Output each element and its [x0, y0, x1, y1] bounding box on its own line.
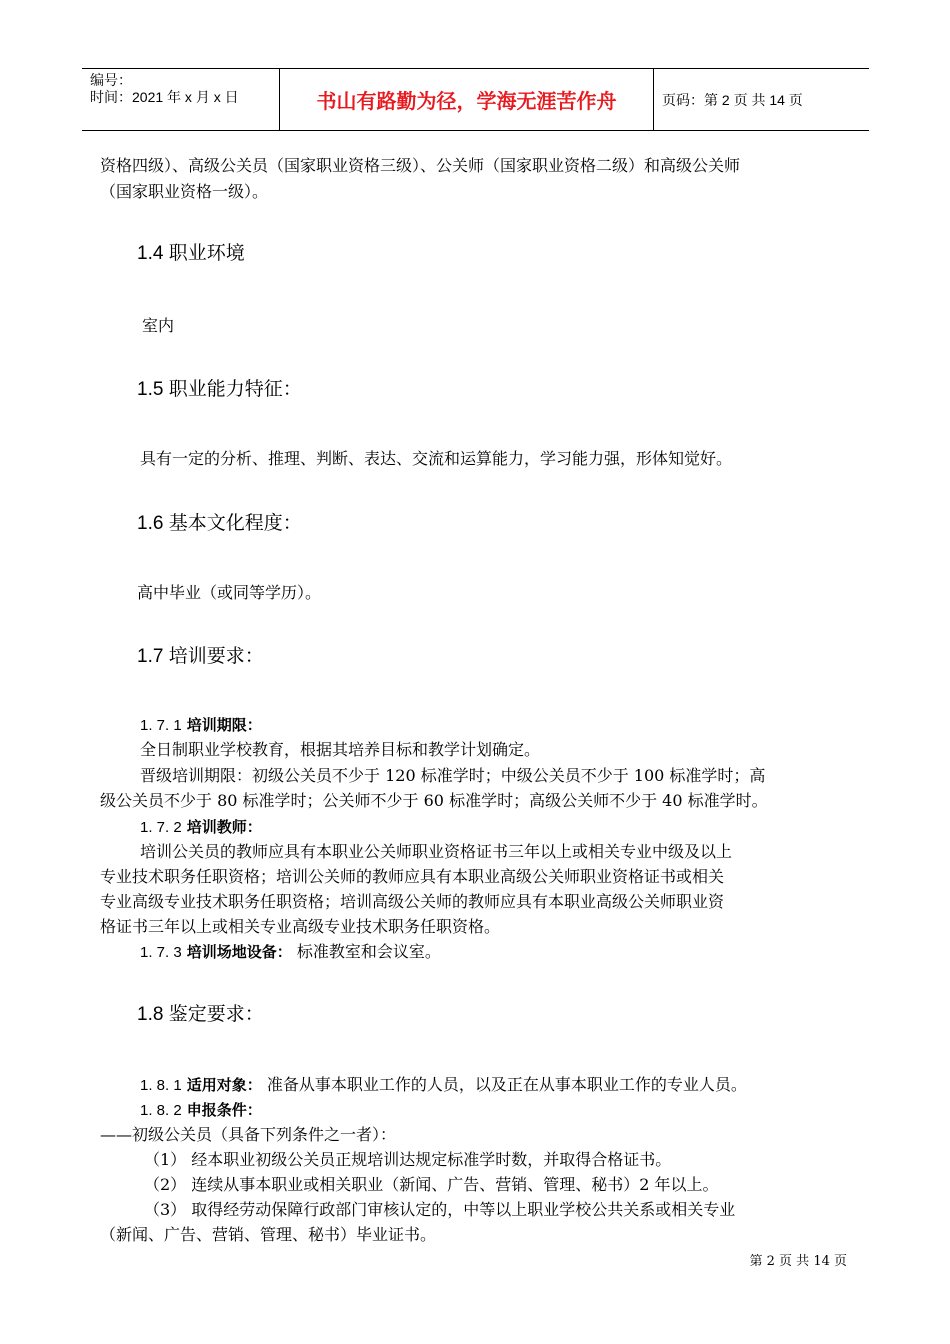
subsection-label: 培训教师： [186, 818, 262, 836]
subsection-1-7-3 [140, 940, 441, 965]
section-1-6-title: 1.6 基本文化程度： [137, 513, 302, 534]
paragraph-line: 格证书三年以上或相关专业高级专业技术职务任职资格。 [100, 917, 501, 936]
subsection-label: 申报条件： [186, 1101, 262, 1119]
paragraph-line: 全日制职业学校教育，根据其培养目标和教学计划确定。 [140, 740, 541, 759]
time-label: 时间：2021 年 x 月 x 日 [90, 89, 239, 105]
header-page-label: 页码：第 2 页 共 14 页 [662, 91, 803, 108]
subsection-text: 标准教室和会议室。 [296, 942, 441, 961]
subsection-number: 1. 7. 1 [140, 717, 182, 734]
intro-line-2: （国家职业资格一级）。 [100, 182, 269, 201]
subsection-1-8-2 [140, 1098, 262, 1123]
section-1-5-text: 具有一定的分析、推理、判断、表达、交流和运算能力，学习能力强，形体知觉好。 [140, 449, 733, 468]
condition-3-line-2: （新闻、广告、营销、管理、秘书）毕业证书。 [100, 1225, 437, 1244]
page-footer: 第 2 页 共 14 页 [749, 1254, 847, 1269]
paragraph-line: 晋级培训期限：初级公关员不少于 120 标准学时；中级公关员不少于 100 标准学时；高 [140, 766, 766, 785]
condition-2: （2） 连续从事本职业或相关职业（新闻、广告、营销、管理、秘书）2 年以上。 [144, 1175, 719, 1194]
section-1-6-text: 高中毕业（或同等学历）。 [137, 583, 322, 602]
paragraph-line: 专业技术职务任职资格；培训公关师的教师应具有本职业高级公关师职业资格证书或相关 [100, 867, 725, 886]
paragraph-line: 级公关员不少于 80 标准学时；公关师不少于 60 标准学时；高级公关师不少于 40 标准学时。 [100, 791, 768, 810]
header-meta [82, 69, 280, 130]
intro-line-1: 资格四级）、高级公关员（国家职业资格三级）、公关师（国家职业资格二级）和高级公关师 [100, 156, 741, 175]
header-motto: 书山有路勤为径，学海无涯苦作舟 [280, 69, 654, 130]
subsection-1-7-2 [140, 815, 262, 840]
number-label: 编号： [90, 72, 132, 88]
section-1-7-title: 1.7 培训要求： [137, 646, 264, 667]
subsection-1-8-1 [140, 1073, 747, 1098]
subsection-number: 1. 7. 2 [140, 819, 182, 836]
condition-3-line-1: （3） 取得经劳动保障行政部门审核认定的，中等以上职业学校公共关系或相关专业 [144, 1200, 736, 1219]
section-1-4-title: 1.4 职业环境 [137, 243, 245, 264]
subsection-number: 1. 7. 3 [140, 944, 182, 961]
subsection-label: 培训场地设备： [186, 943, 292, 961]
page-header [82, 68, 869, 131]
section-1-4-text: 室内 [142, 316, 175, 335]
junior-title: ——初级公关员（具备下列条件之一者）： [100, 1125, 397, 1144]
subsection-label: 培训期限： [186, 716, 262, 734]
subsection-number: 1. 8. 2 [140, 1102, 182, 1119]
section-1-8-title: 1.8 鉴定要求： [137, 1004, 264, 1025]
condition-1: （1） 经本职业初级公关员正规培训达规定标准学时数，并取得合格证书。 [144, 1150, 672, 1169]
paragraph-line: 培训公关员的教师应具有本职业公关师职业资格证书三年以上或相关专业中级及以上 [140, 842, 733, 861]
section-1-5-title: 1.5 职业能力特征： [137, 379, 302, 400]
paragraph-line: 专业高级专业技术职务任职资格；培训高级公关师的教师应具有本职业高级公关师职业资 [100, 892, 725, 911]
subsection-label: 适用对象： [186, 1076, 262, 1094]
subsection-1-7-1 [140, 713, 262, 738]
subsection-text: 准备从事本职业工作的人员，以及正在从事本职业工作的专业人员。 [266, 1075, 747, 1094]
subsection-number: 1. 8. 1 [140, 1077, 182, 1094]
